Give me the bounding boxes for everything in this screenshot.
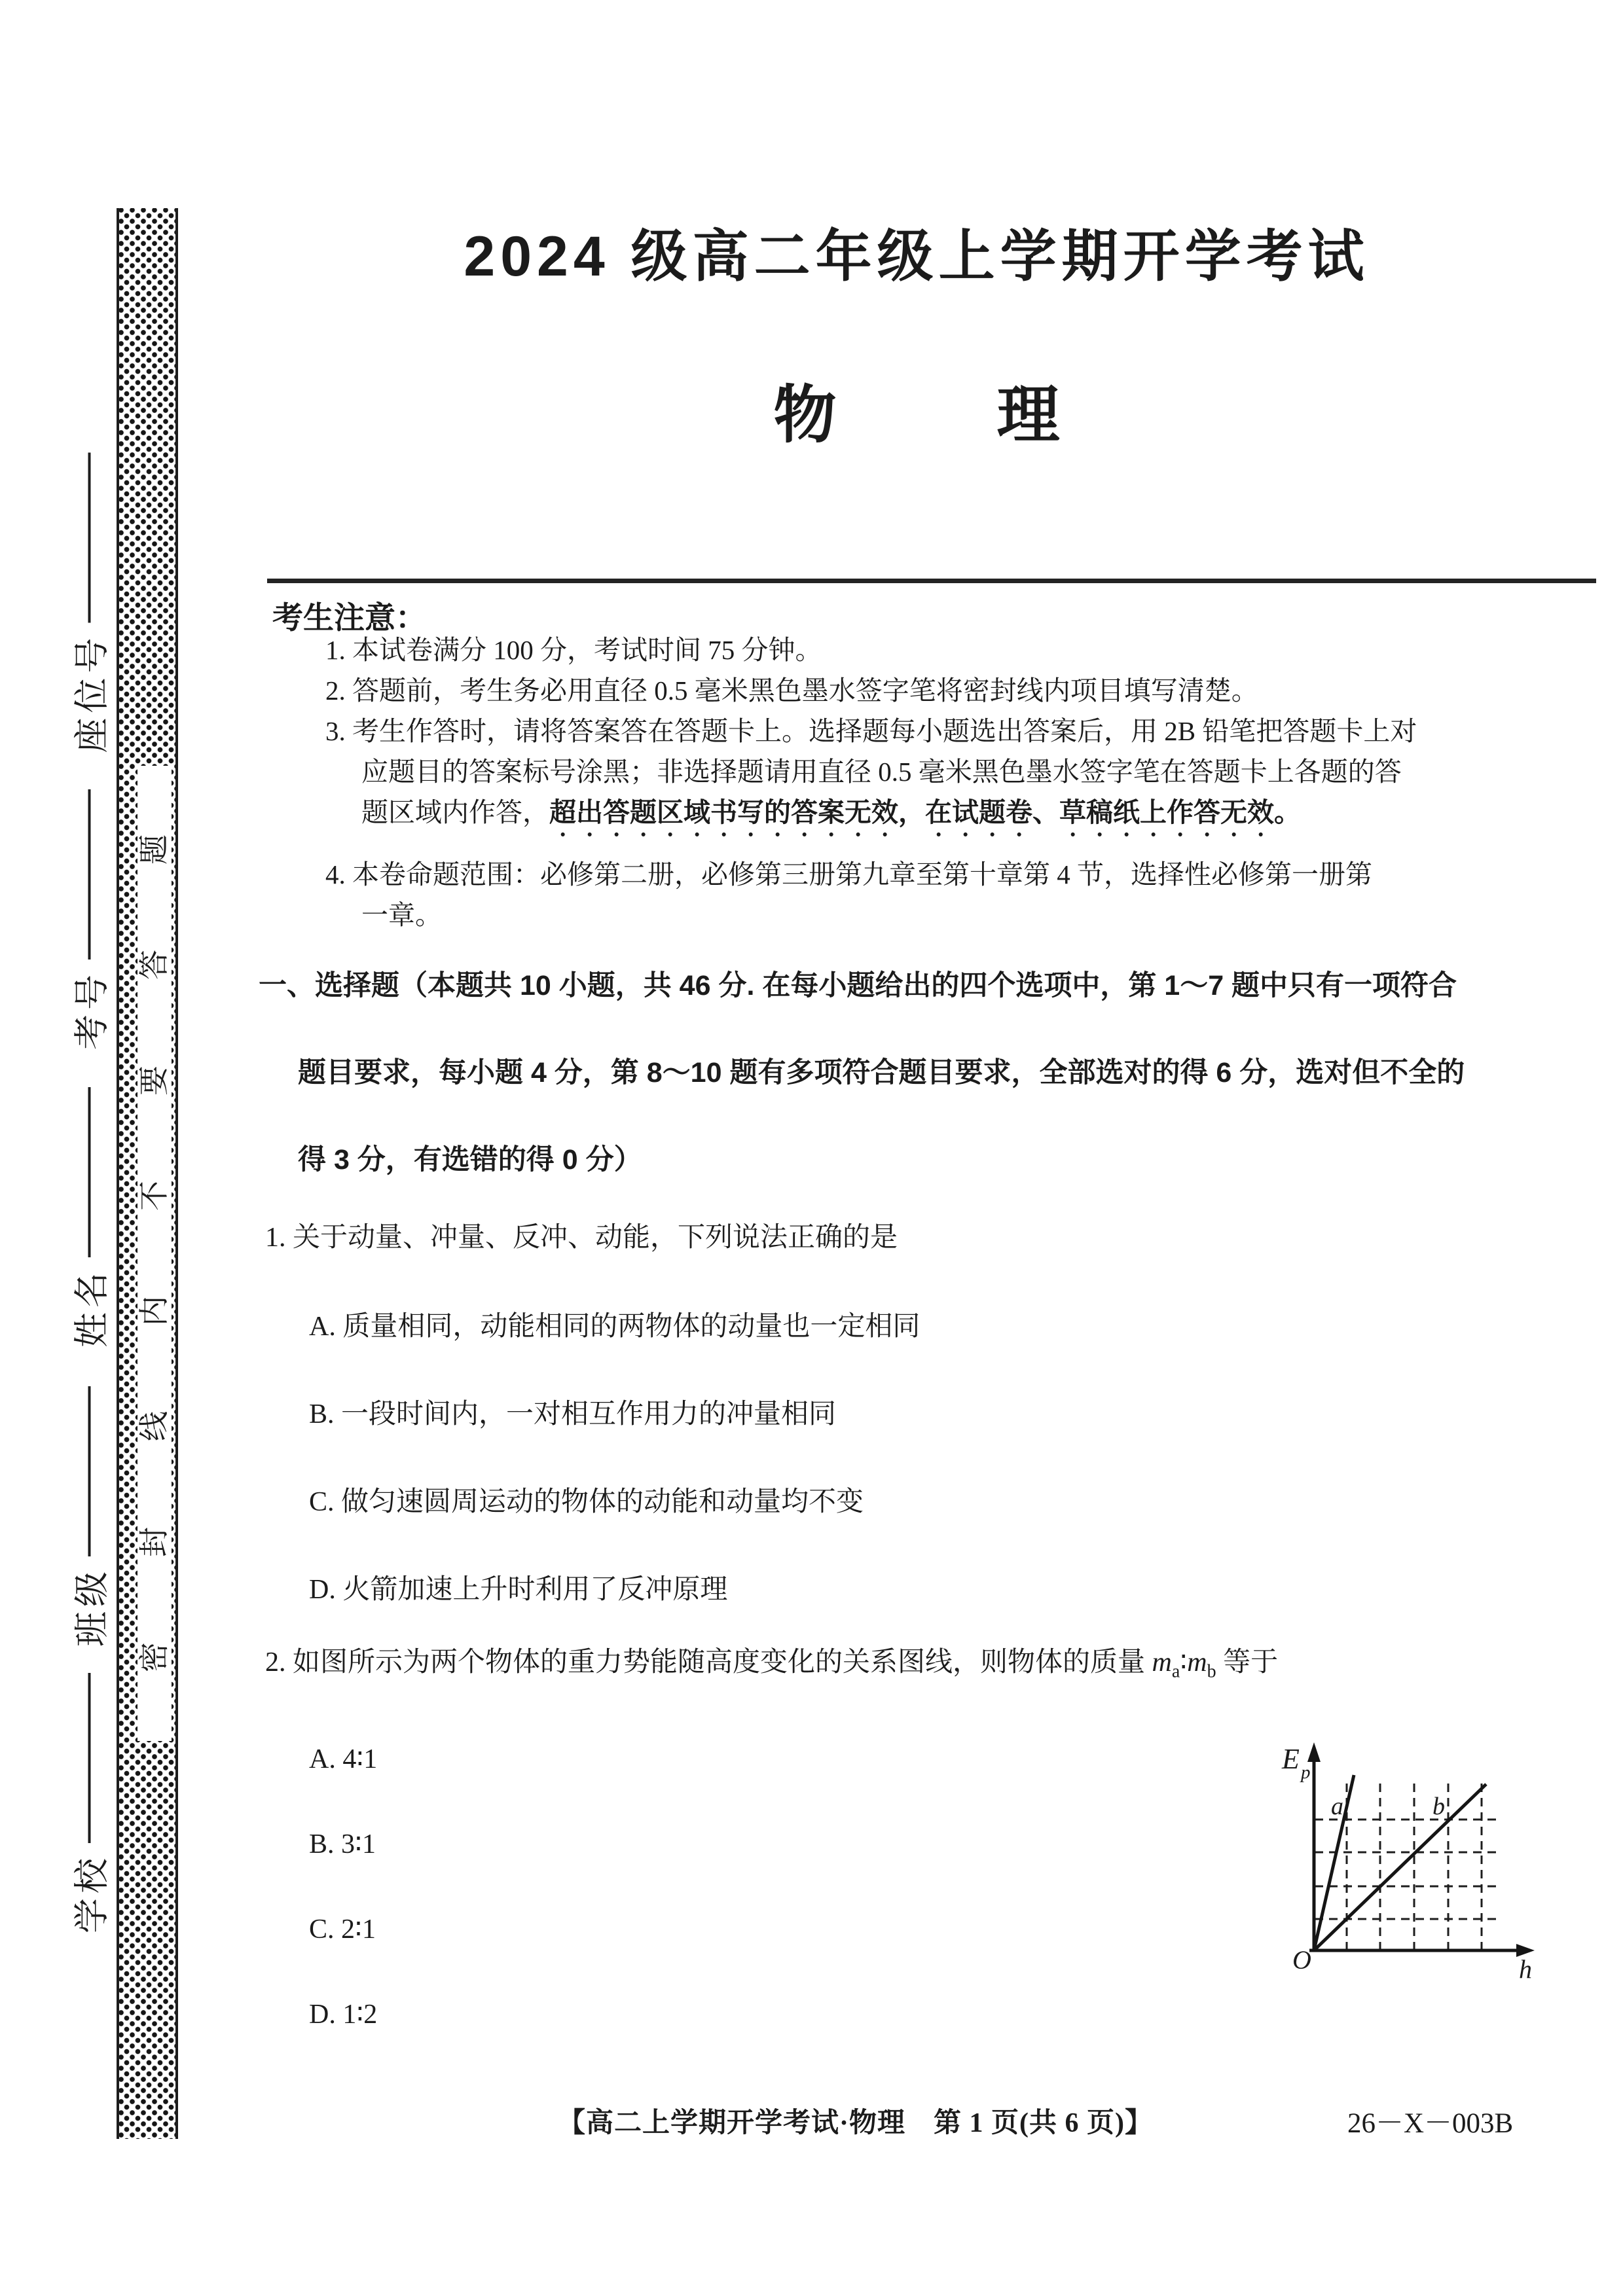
seal-char: 封 xyxy=(137,1526,171,1557)
footer-paper-code: 26－X－003B xyxy=(1347,2108,1514,2139)
notice-heading: 考生注意： xyxy=(272,600,426,635)
section-one-line-1: 一、选择题（本题共 10 小题，共 46 分. 在每小题给出的四个选项中，第 1～7 题中只有一项符合 xyxy=(259,970,1457,1001)
question-1-option-d: D. 火箭加速上升时利用了反冲原理 xyxy=(309,1575,728,1605)
x-axis-label: h xyxy=(1519,1954,1532,1984)
notice-item-3-line-1: 3. 考生作答时，请将答案答在答题卡上。选择题每小题选出答案后，用 2B 铅笔把答题卡上对 xyxy=(325,716,1417,746)
question-2-option-b: B. 3∶1 xyxy=(309,1829,376,1859)
question-1-stem: 1. 关于动量、冲量、反冲、动能，下列说法正确的是 xyxy=(265,1223,898,1253)
seal-char: 线 xyxy=(137,1411,171,1442)
field-exam-number xyxy=(64,789,115,1050)
student-name-label: 姓名 xyxy=(72,1268,112,1348)
notice-list xyxy=(325,630,1602,842)
notice-item-3-prefix: 题区域内作答， xyxy=(361,797,549,827)
question-2-stem: 2. 如图所示为两个物体的重力势能随高度变化的关系图线，则物体的质量 $m_a∶m_b$ 等于 xyxy=(265,1647,1279,1682)
school-label: 学校 xyxy=(72,1854,112,1933)
exam-number-blank xyxy=(88,789,90,960)
question-1-option-a: A. 质量相同，动能相同的两物体的动量也一定相同 xyxy=(309,1312,921,1342)
line-b-label: b xyxy=(1432,1793,1445,1820)
y-axis-arrow-icon xyxy=(1307,1742,1321,1762)
field-class xyxy=(64,1386,115,1647)
notice-item-4-line-1: 4. 本卷命题范围：必修第二册，必修第三册第九章至第十章第 4 节，选择性必修第一册第 xyxy=(325,859,1372,889)
question-1-options xyxy=(309,1283,920,1634)
subject-char-2: 理 xyxy=(996,380,1060,450)
notice-invalid-answer-warning: 超出答题区域书写的答案无效，在试题卷、草稿纸上作答无效。 xyxy=(549,797,1301,827)
question-2-option-c: C. 2∶1 xyxy=(309,1914,376,1945)
q2-ep-h-graph xyxy=(1270,1728,1552,1990)
section-one-line-2: 题目要求，每小题 4 分，第 8～10 题有多项符合题目要求，全部选对的得 6 分，选对但不全的 xyxy=(298,1057,1465,1088)
footer-page-info: 【高二上学期开学考试·物理 第 1 页(共 6 页)】 xyxy=(558,2108,1153,2138)
section-one-line-3: 得 3 分，有选错的得 0 分） xyxy=(298,1144,642,1175)
question-2-options xyxy=(309,1717,377,2057)
exam-number-label: 考号 xyxy=(72,970,112,1050)
seal-char: 不 xyxy=(137,1180,171,1211)
seal-char: 要 xyxy=(137,1065,171,1096)
notice-item-3-line-2: 应题目的答案标号涂黑；非选择题请用直径 0.5 毫米黑色墨水签字笔在答题卡上各题的答 xyxy=(361,757,1402,787)
y-axis-label: E xyxy=(1282,1743,1300,1775)
question-2-option-a: A. 4∶1 xyxy=(309,1744,378,1774)
line-a-label: a xyxy=(1331,1793,1343,1820)
seal-strip xyxy=(117,208,178,2139)
notice-item-3-line-3 xyxy=(361,792,1602,842)
header-double-rule xyxy=(267,579,1596,583)
field-seat-number xyxy=(64,453,115,753)
exam-title: 2024 级高二年级上学期开学考试 xyxy=(464,225,1370,288)
subject-title xyxy=(259,365,1575,455)
question-1-option-b: B. 一段时间内，一对相互作用力的冲量相同 xyxy=(309,1399,837,1429)
seal-text-window xyxy=(137,766,172,1741)
seal-char: 密 xyxy=(137,1641,171,1672)
notice-item-1: 1. 本试卷满分 100 分，考试时间 75 分钟。 xyxy=(325,635,822,665)
class-blank xyxy=(88,1386,90,1556)
notice-item-4-line-2: 一章。 xyxy=(361,900,442,930)
field-school xyxy=(64,1673,115,1933)
school-blank xyxy=(88,1673,90,1843)
seal-char: 答 xyxy=(137,950,171,980)
section-one-heading xyxy=(259,942,1607,1204)
question-1-option-c: C. 做匀速圆周运动的物体的动能和动量均不变 xyxy=(309,1487,864,1517)
field-student-name xyxy=(64,1087,115,1348)
y-axis-label-subscript: p xyxy=(1301,1762,1311,1783)
student-name-blank xyxy=(88,1087,90,1257)
notice-item-2: 2. 答题前，考生务必用直径 0.5 毫米黑色墨水签字笔将密封线内项目填写清楚。 xyxy=(325,675,1258,706)
question-2-option-d: D. 1∶2 xyxy=(309,2000,378,2030)
seat-number-label: 座位号 xyxy=(72,633,112,753)
subject-char-1: 物 xyxy=(773,380,837,450)
seat-number-blank xyxy=(88,453,90,623)
notice-item-4 xyxy=(325,854,1602,935)
origin-label: O xyxy=(1292,1945,1311,1975)
class-label: 班级 xyxy=(72,1567,112,1647)
seal-char: 题 xyxy=(137,834,171,865)
seal-char: 内 xyxy=(137,1296,171,1327)
